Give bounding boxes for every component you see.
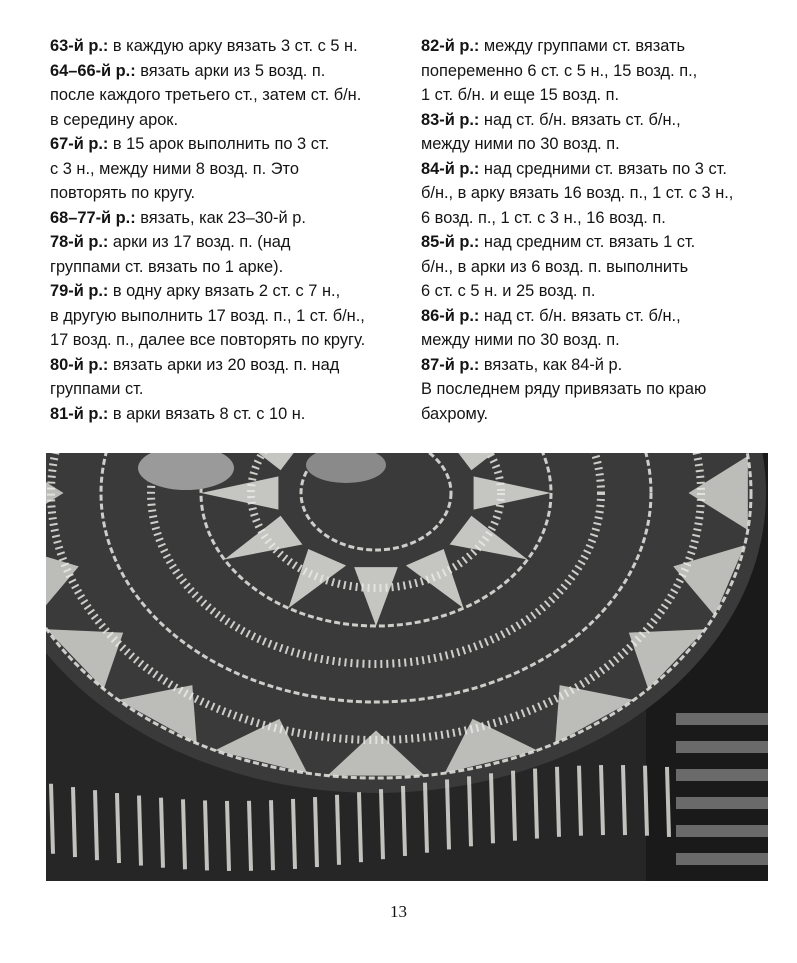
instruction-line (50, 402, 412, 427)
instruction-line (50, 304, 412, 329)
instruction-line (421, 255, 773, 280)
row-number-label: 85-й р.: (421, 233, 480, 251)
instruction-line (421, 59, 773, 84)
instruction-text: в 15 арок выполнить по 3 ст. (108, 135, 330, 153)
instruction-line (421, 230, 773, 255)
instruction-text: б/н., в арку вязать 16 возд. п., 1 ст. с 3 н., (421, 184, 734, 202)
instruction-line (50, 377, 412, 402)
fringe-tassel (381, 789, 383, 859)
fringe-tassel (161, 798, 163, 868)
fringe-tassel (557, 767, 559, 837)
chair-stripe (676, 825, 768, 837)
instruction-line (421, 328, 773, 353)
instruction-line (50, 279, 412, 304)
tablecloth-photo (46, 453, 768, 881)
fringe-tassel (337, 795, 339, 865)
instruction-text: в другую выполнить 17 возд. п., 1 ст. б/н., (50, 306, 365, 325)
instruction-text: в арки вязать 8 ст. с 10 н. (108, 404, 306, 423)
instruction-line (50, 181, 412, 206)
row-number-label: 81-й р.: (50, 404, 109, 423)
instruction-line (50, 328, 412, 353)
instruction-line (421, 83, 773, 108)
fringe-tassel (51, 784, 53, 854)
instruction-line (50, 230, 412, 255)
instruction-text: над средним ст. вязать 1 ст. (479, 233, 696, 251)
fringe-tassel (139, 796, 141, 866)
fringe-tassel (491, 773, 493, 843)
fringe-tassel (117, 793, 119, 863)
instruction-text: в одну арку вязать 2 ст. с 7 н., (108, 282, 341, 300)
instruction-text: между ними по 30 возд. п. (421, 135, 620, 153)
fringe-tassel (645, 766, 647, 836)
fringe-tassel (579, 766, 581, 836)
fringe-tassel (403, 786, 405, 856)
instruction-line (50, 206, 412, 231)
instruction-text: после каждого третьего ст., затем ст. б/н. (50, 86, 362, 104)
row-number-label: 64–66-й р.: (50, 61, 136, 80)
instruction-line (421, 353, 773, 378)
instruction-text: в середину арок. (50, 110, 179, 129)
instruction-text: В последнем ряду привязать по краю (421, 380, 707, 398)
chair-stripe (676, 713, 768, 725)
instruction-line (50, 34, 412, 59)
page-number: 13 (390, 902, 407, 921)
instruction-text: над средними ст. вязать по 3 ст. (479, 159, 727, 178)
row-number-label: 79-й р.: (50, 282, 109, 300)
instruction-text: с 3 н., между ними 8 возд. п. Это (50, 159, 299, 178)
instruction-line (421, 181, 773, 206)
chair-stripe (676, 741, 768, 753)
fringe-tassel (315, 797, 317, 867)
row-number-label: 67-й р.: (50, 135, 109, 153)
row-number-label: 80-й р.: (50, 355, 109, 374)
instructions-left-column (50, 34, 412, 426)
instruction-text: группами ст. вязать по 1 арке). (50, 257, 284, 276)
instruction-line (50, 157, 412, 182)
row-number-label: 68–77-й р.: (50, 208, 136, 227)
fringe-tassel (469, 776, 471, 846)
instruction-text: вязать, как 23–30-й р. (135, 208, 306, 227)
chair-stripe (676, 853, 768, 865)
instruction-text: 1 ст. б/н. и еще 15 возд. п. (421, 86, 620, 104)
instruction-line (50, 83, 412, 108)
row-number-label: 84-й р.: (421, 159, 480, 178)
instruction-text: над ст. б/н. вязать ст. б/н., (479, 110, 681, 129)
instruction-text: между ними по 30 возд. п. (421, 331, 620, 349)
fringe-tassel (623, 765, 625, 835)
instruction-line (50, 59, 412, 84)
fringe-tassel (293, 799, 295, 869)
row-number-label: 86-й р.: (421, 306, 480, 325)
instruction-text: над ст. б/н. вязать ст. б/н., (479, 306, 681, 325)
instruction-line (50, 108, 412, 133)
fringe-tassel (359, 792, 361, 862)
instruction-text: 17 возд. п., далее все повторять по кругу. (50, 331, 366, 349)
row-number-label: 83-й р.: (421, 110, 480, 129)
fringe-tassel (513, 771, 515, 841)
row-number-label: 82-й р.: (421, 37, 480, 55)
instruction-text: вязать арки из 5 возд. п. (135, 61, 326, 80)
fringe-tassel (73, 787, 75, 857)
instruction-line (50, 255, 412, 280)
instruction-line (421, 157, 773, 182)
fringe-tassel (249, 801, 251, 871)
fringe-tassel (447, 779, 449, 849)
instruction-line (421, 304, 773, 329)
instruction-line (421, 34, 773, 59)
fringe-tassel (425, 783, 427, 853)
instruction-text: 6 возд. п., 1 ст. с 3 н., 16 возд. п. (421, 208, 666, 227)
row-number-label: 87-й р.: (421, 355, 480, 374)
instruction-line (421, 132, 773, 157)
instruction-text: группами ст. (50, 380, 144, 398)
fringe-tassel (183, 799, 185, 869)
fringe-tassel (205, 800, 207, 870)
instruction-text: 6 ст. с 5 н. и 25 возд. п. (421, 282, 596, 300)
lace-tablecloth-image (46, 453, 768, 881)
instruction-text: вязать арки из 20 возд. п. над (108, 355, 340, 374)
instruction-text: вязать, как 84-й р. (479, 355, 623, 374)
instruction-line (50, 353, 412, 378)
instruction-text: б/н., в арки из 6 возд. п. выполнить (421, 257, 689, 276)
chair-stripe (676, 769, 768, 781)
instruction-text: между группами ст. вязать (479, 37, 686, 55)
instruction-text: арки из 17 возд. п. (над (108, 233, 291, 251)
fringe-tassel (271, 800, 273, 870)
instruction-line (421, 108, 773, 133)
fringe-tassel (535, 769, 537, 839)
fringe-tassel (227, 801, 229, 871)
instruction-text: повторять по кругу. (50, 184, 196, 202)
instruction-line (421, 402, 773, 427)
instructions-right-column (421, 34, 773, 426)
instruction-line (421, 279, 773, 304)
fringe-tassel (601, 765, 603, 835)
fringe-tassel (95, 790, 97, 860)
instruction-line (50, 132, 412, 157)
row-number-label: 63-й р.: (50, 37, 109, 55)
instruction-text: бахрому. (421, 404, 489, 423)
instruction-text: в каждую арку вязать 3 ст. с 5 н. (108, 37, 358, 55)
instruction-text: попеременно 6 ст. с 5 н., 15 возд. п., (421, 61, 698, 80)
fringe-tassel (667, 767, 669, 837)
row-number-label: 78-й р.: (50, 233, 109, 251)
chair-stripe (676, 797, 768, 809)
instruction-line (421, 377, 773, 402)
instruction-line (421, 206, 773, 231)
